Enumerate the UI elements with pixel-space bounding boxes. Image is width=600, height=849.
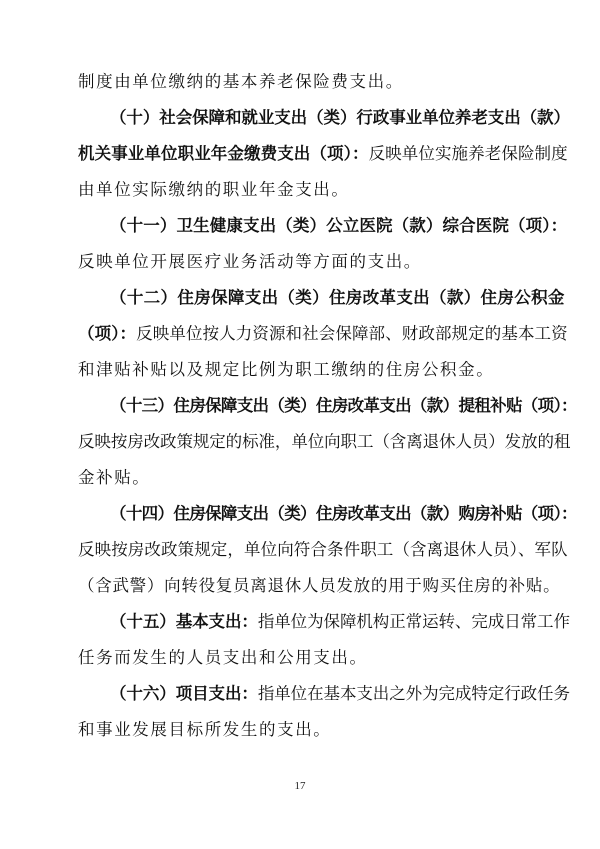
- text-line: [78, 460, 550, 496]
- heading-run: （十一）卫生健康支出（类）公立医院（款）综合医院（项）：: [110, 216, 568, 235]
- text-run: 指单位在基本支出之外为完成特定行政任务: [257, 684, 570, 703]
- heading-run: （项）：: [78, 324, 137, 343]
- text-line: [78, 316, 568, 352]
- text-line: [78, 64, 550, 100]
- heading-run: （十五）基本支出：: [110, 612, 258, 631]
- heading-run: （十）社会保障和就业支出（类）行政事业单位养老支出（款）: [110, 108, 570, 127]
- text-run: 由单位实际缴纳的职业年金支出。: [78, 180, 350, 199]
- text-line: [78, 640, 550, 676]
- heading-run: （十六）项目支出：: [110, 684, 258, 703]
- text-line: [78, 244, 550, 280]
- text-line: [78, 352, 550, 388]
- text-run: 任务而发生的人员支出和公用支出。: [78, 648, 368, 667]
- section-heading-13: [78, 388, 577, 424]
- text-run: 和事业发展目标所发生的支出。: [78, 720, 332, 739]
- section-heading-11: [78, 208, 568, 244]
- text-line: [78, 568, 561, 604]
- text-run: 反映单位开展医疗业务活动等方面的支出。: [78, 252, 422, 271]
- section-heading-14: [78, 496, 577, 532]
- text-run: 金补贴。: [78, 468, 151, 487]
- text-line: [78, 532, 568, 568]
- text-run: 反映单位按人力资源和社会保障部、财政部规定的基本工资: [136, 324, 568, 343]
- text-run: 反映按房改政策规定，单位向符合条件职工（含离退休人员）、军队: [78, 540, 568, 559]
- heading-run: （十四）住房保障支出（类）住房改革支出（款）购房补贴（项）：: [110, 504, 577, 523]
- section-heading-12: [78, 280, 565, 316]
- text-line: [78, 424, 571, 460]
- text-run: 反映按房改政策规定的标准，单位向职工（含离退休人员）发放的租: [78, 432, 571, 451]
- text-run: 制度由单位缴纳的基本养老保险费支出。: [78, 72, 404, 91]
- body-text: [78, 64, 577, 748]
- text-run: （含武警）向转役复员离退休人员发放的用于购买住房的补贴。: [78, 576, 561, 595]
- page-number: 17: [294, 780, 306, 792]
- heading-run: （十三）住房保障支出（类）住房改革支出（款）提租补贴（项）：: [110, 396, 577, 415]
- text-run: 指单位为保障机构正常运转、完成日常工作: [257, 612, 570, 631]
- heading-run: 机关事业单位职业年金缴费支出（项）：: [78, 144, 369, 163]
- section-heading-10: [78, 100, 570, 136]
- text-line: [78, 712, 550, 748]
- text-run: 和津贴补贴以及规定比例为职工缴纳的住房公积金。: [78, 360, 495, 379]
- text-line: [78, 136, 568, 172]
- section-heading-16: [78, 676, 570, 712]
- section-heading-15: [78, 604, 570, 640]
- text-line: [78, 172, 550, 208]
- heading-run: （十二）住房保障支出（类）住房改革支出（款）住房公积金: [110, 288, 565, 307]
- text-run: 反映单位实施养老保险制度: [368, 144, 568, 163]
